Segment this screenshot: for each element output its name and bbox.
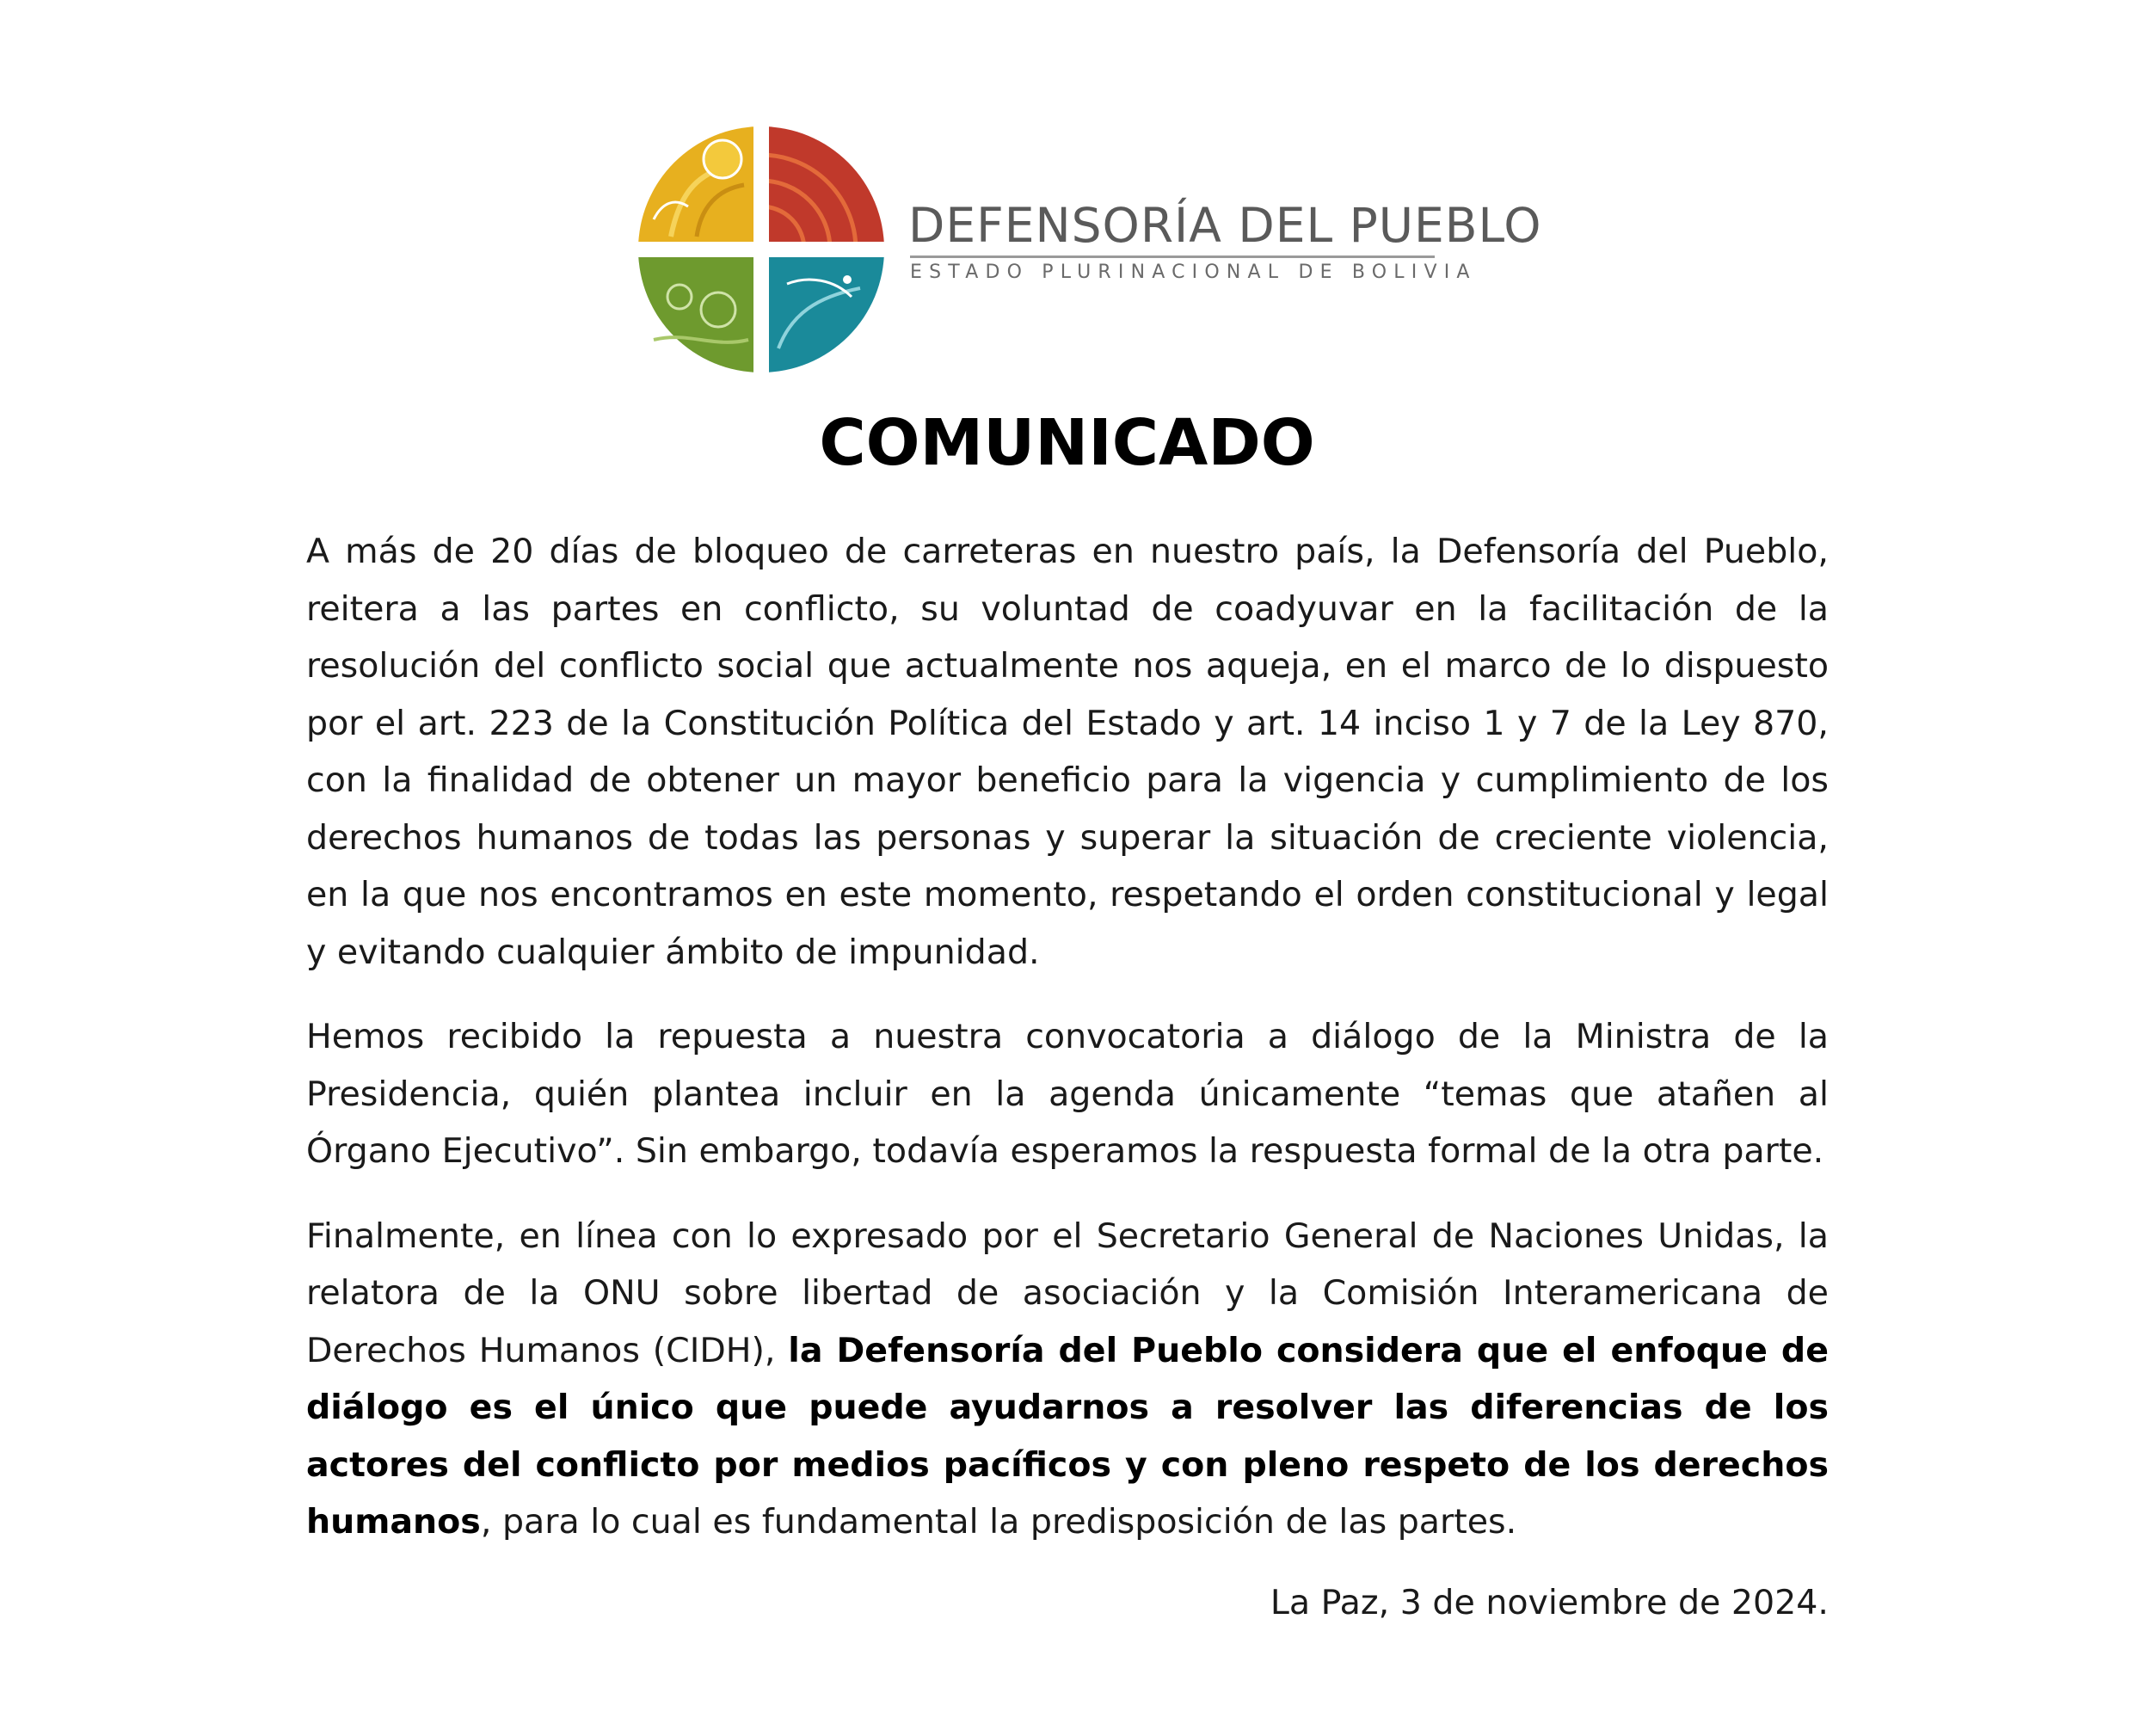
communique-body: [306, 523, 1829, 1579]
paragraph-3-start: Finalmente, en línea con lo expresado por el Secretario General de Naciones Unidas, la relatora de la ONU sobre libertad de asociación y la Comisión Interamericana de Derechos Humanos (CIDH),: [306, 1216, 1829, 1370]
defensoria-logo: [637, 125, 1542, 374]
paragraph-3-emphasis: la Defensoría del Pueblo considera que el enfoque de diálogo es el único que puede ayudarnos a resolver las diferencias de los actores del conflicto por medios pacíficos y con pleno respeto de los derechos humanos: [306, 1330, 1829, 1542]
paragraph-3-end: , para lo cual es fundamental la predisposición de las partes.: [480, 1502, 1517, 1542]
logo-divider: [910, 255, 1435, 258]
logo-title: DEFENSORÍA DEL PUEBLO: [908, 198, 1542, 253]
logo-subtitle: ESTADO PLURINACIONAL DE BOLIVIA: [910, 262, 1477, 283]
paragraph-3: [306, 1208, 1829, 1551]
paragraph-1: A más de 20 días de bloqueo de carreteras en nuestro país, la Defensoría del Pueblo, reitera a las partes en conflicto, su voluntad de coadyuvar en la facilitación de la resolución del conflicto social que actualmente nos aqueja, en el marco de lo dispuesto por el art. 223 de la Constitución Política del Estado y art. 14 inciso 1 y 7 de la Ley 870, con la finalidad de obtener un mayor beneficio para la vigencia y cumplimiento de los derechos humanos de todas las personas y superar la situación de creciente violencia, en la que nos encontramos en este momento, respetando el orden constitucional y legal y evitando cualquier ámbito de impunidad.: [306, 532, 1829, 972]
defensoria-emblem-icon: [637, 125, 886, 374]
paragraph-2: Hemos recibido la repuesta a nuestra convocatoria a diálogo de la Ministra de la Presidencia, quién plantea incluir en la agenda únicamente “temas que atañen al Órgano Ejecutivo”. Sin embargo, todavía esperamos la respuesta formal de la otra parte.: [306, 1017, 1829, 1171]
document-heading: COMUNICADO: [819, 406, 1315, 480]
place-and-date: La Paz, 3 de noviembre de 2024.: [1270, 1583, 1829, 1622]
